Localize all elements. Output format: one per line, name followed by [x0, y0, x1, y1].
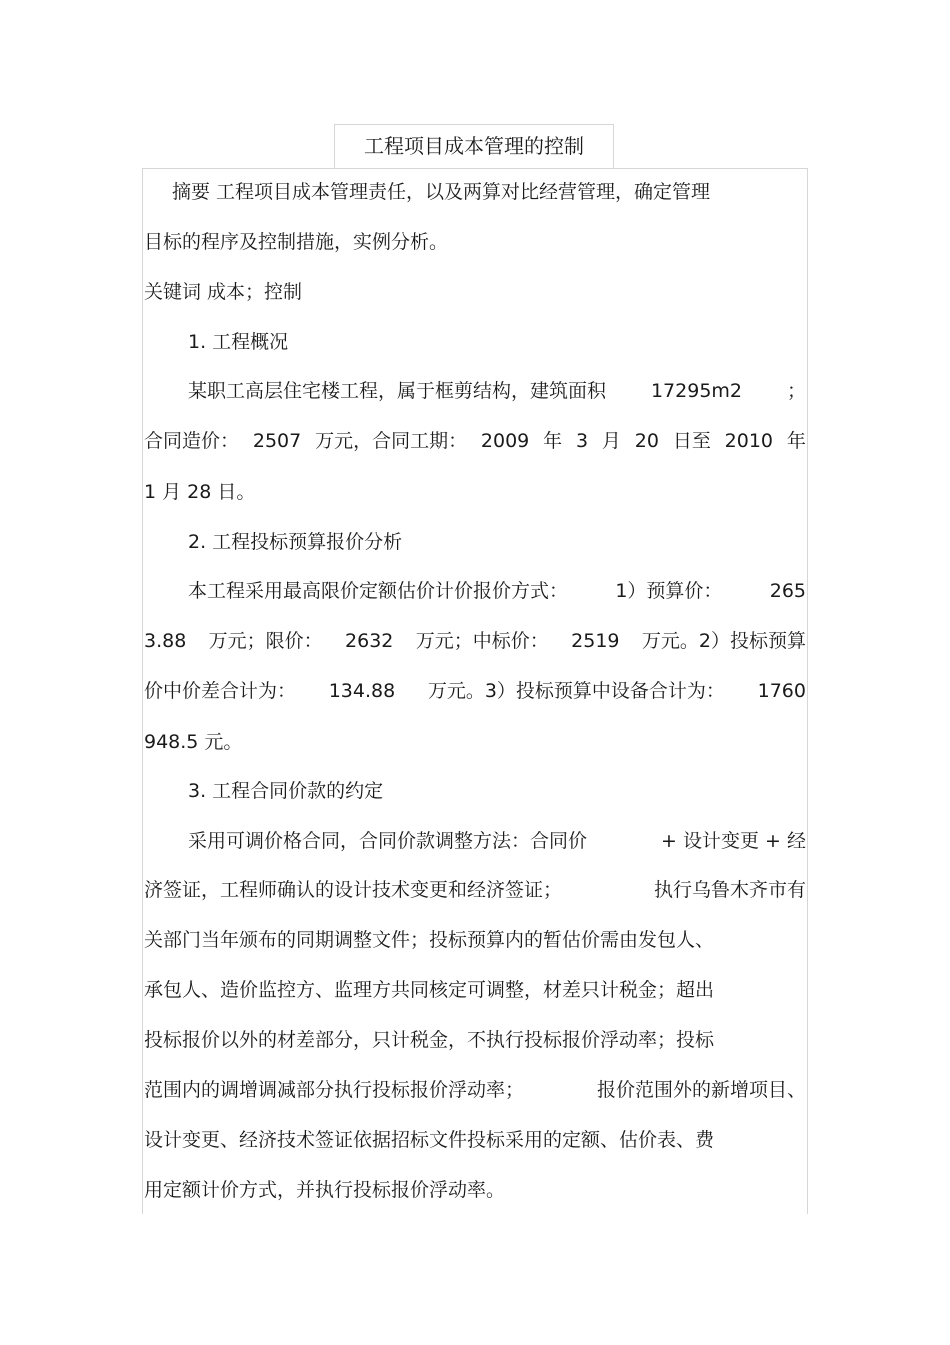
section-2-heading: 2. 工程投标预算报价分析: [188, 531, 403, 553]
text-run: 1）预算价：: [615, 580, 723, 602]
text-run: 某职工高层住宅楼工程，属于框剪结构，建筑面积: [188, 380, 607, 402]
section-3-line-3: 关部门当年颁布的同期调整文件；投标预算内的暂估价需由发包人、: [144, 929, 715, 951]
text-run: 1760: [757, 680, 806, 702]
section-1-line-1: [144, 376, 806, 406]
keywords-line: 关键词 成本；控制: [144, 281, 303, 303]
section-3-line-1: [144, 826, 806, 856]
section-2-line-2: [144, 626, 806, 656]
section-3-line-2: [144, 875, 806, 905]
section-3-line-4: 承包人、造价监控方、监理方共同核定可调整，材差只计税金；超出: [144, 979, 715, 1001]
text-run: 17295m2: [650, 380, 743, 402]
section-1-line-2: [144, 426, 806, 456]
text-run: 2632: [345, 630, 394, 652]
section-2-line-3: [144, 676, 806, 706]
section-2-line-1: [144, 576, 806, 606]
text-run: 134.88: [328, 680, 396, 702]
text-run: 2507: [252, 430, 302, 452]
text-run: 日至: [672, 430, 711, 452]
text-run: 价中价差合计为：: [144, 680, 297, 702]
text-run: 月: [601, 430, 621, 452]
text-run: 本工程采用最高限价定额估价计价报价方式：: [188, 580, 569, 602]
section-3-line-6: [144, 1075, 806, 1105]
section-3-line-8: 用定额计价方式，并执行投标报价浮动率。: [144, 1179, 506, 1201]
text-run: 万元；中标价：: [415, 630, 549, 652]
text-run: ；: [786, 380, 806, 402]
text-run: 采用可调价格合同，合同价款调整方法：合同价: [188, 830, 588, 852]
abstract-line-2: 目标的程序及控制措施，实例分析。: [144, 231, 449, 253]
text-run: 年: [543, 430, 563, 452]
text-run: 范围内的调增调减部分执行投标报价浮动率；: [144, 1079, 525, 1101]
text-run: 3: [575, 430, 589, 452]
text-run: + 设计变更 + 经: [661, 830, 806, 852]
text-run: 万元。3）投标预算中设备合计为：: [427, 680, 725, 702]
section-1-line-3: 1 月 28 日。: [144, 481, 256, 503]
section-1-heading: 1. 工程概况: [188, 331, 289, 353]
text-run: 2009: [480, 430, 530, 452]
text-run: 报价范围外的新增项目、: [596, 1079, 806, 1101]
text-run: 2010: [724, 430, 774, 452]
text-run: 济签证，工程师确认的设计技术变更和经济签证；: [144, 879, 563, 901]
text-run: 2519: [571, 630, 620, 652]
text-run: 合同造价：: [144, 430, 240, 452]
section-3-line-7: 设计变更、经济技术签证依据招标文件投标采用的定额、估价表、费: [144, 1129, 715, 1151]
text-run: 万元。2）投标预算: [641, 630, 806, 652]
text-run: 265: [769, 580, 806, 602]
document-title: 工程项目成本管理的控制: [364, 134, 584, 158]
text-run: 20: [634, 430, 659, 452]
abstract-line-1: 摘要 工程项目成本管理责任，以及两算对比经营管理，确定管理: [172, 181, 711, 203]
section-3-line-5: 投标报价以外的材差部分，只计税金，不执行投标报价浮动率；投标: [144, 1029, 715, 1051]
text-run: 3.88: [144, 630, 187, 652]
text-run: 万元，合同工期：: [315, 430, 468, 452]
text-run: 年: [786, 430, 806, 452]
section-3-heading: 3. 工程合同价款的约定: [188, 780, 384, 802]
text-run: 执行乌鲁木齐市有: [653, 879, 806, 901]
text-run: 万元；限价：: [208, 630, 323, 652]
section-2-line-4: 948.5 元。: [144, 731, 243, 753]
